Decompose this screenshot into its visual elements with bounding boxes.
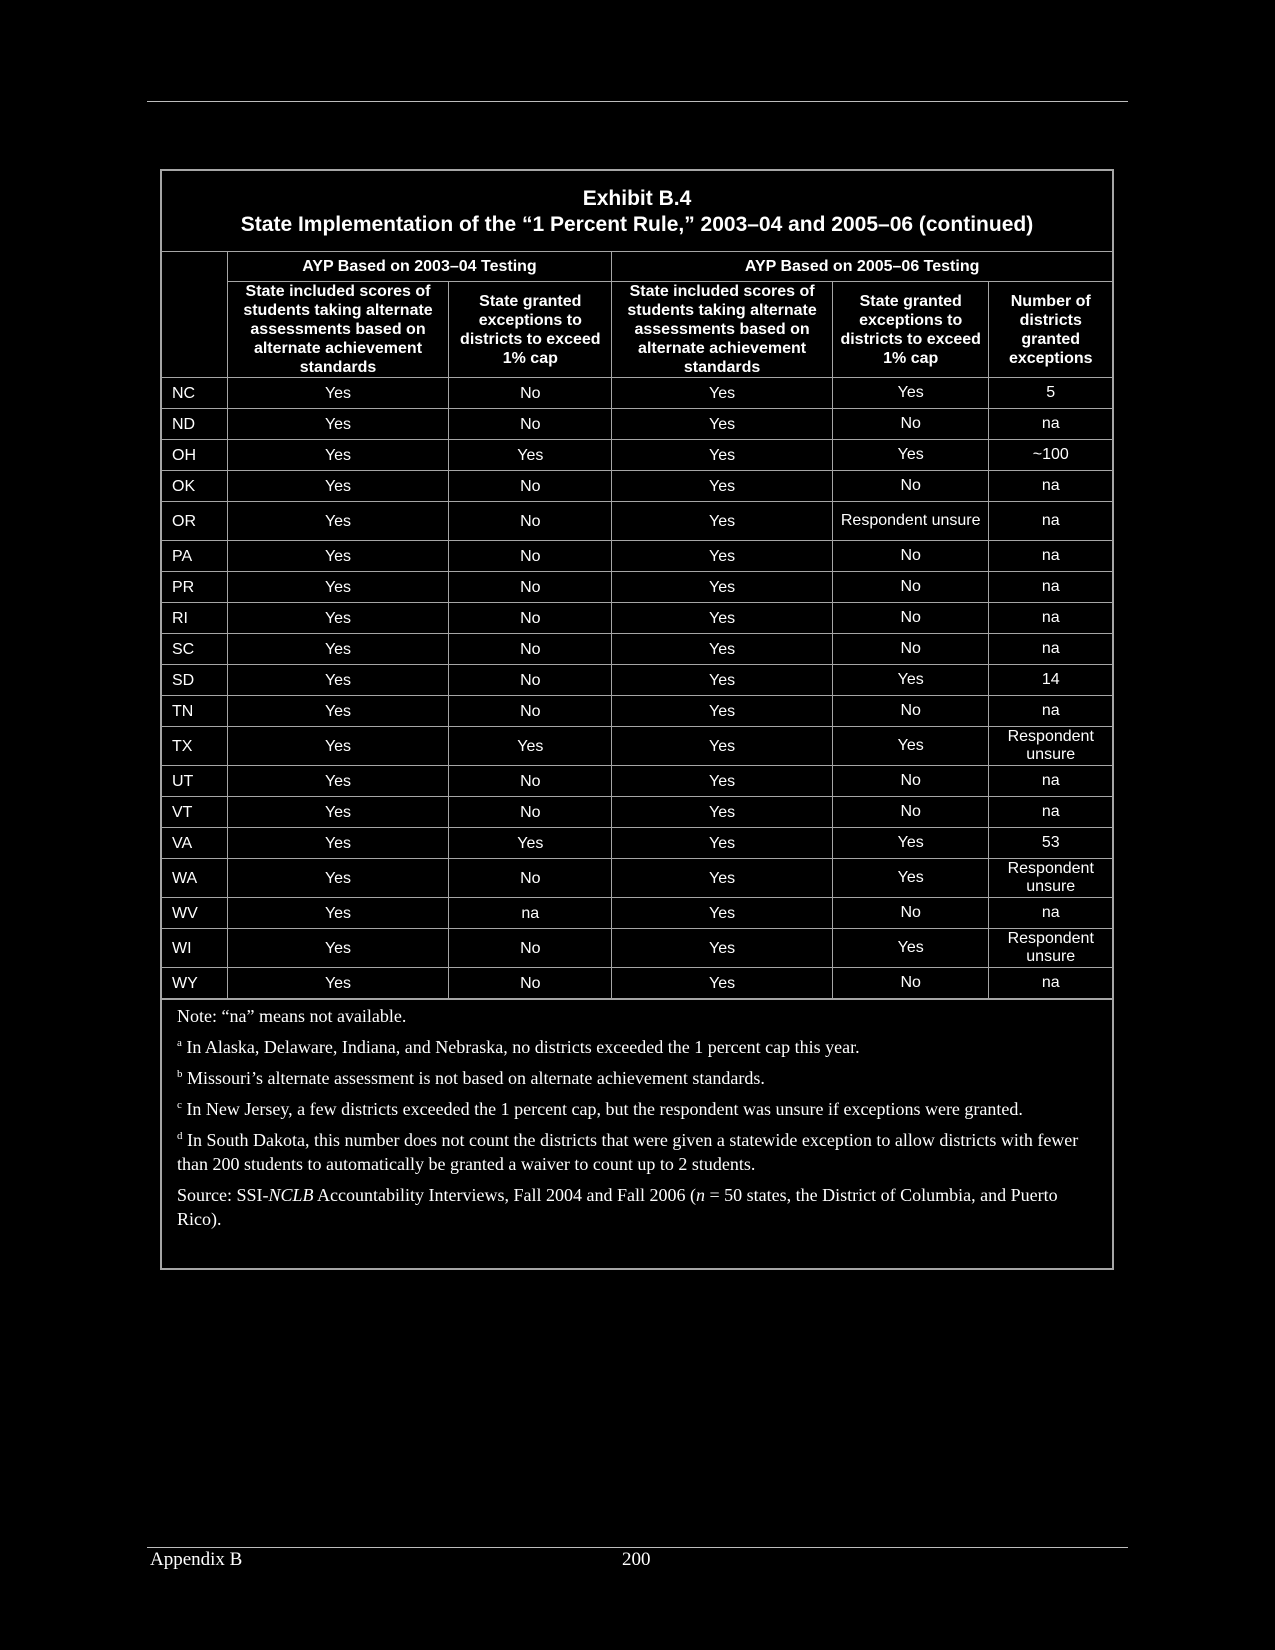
table-row — [162, 968, 1112, 999]
value-cell: na — [989, 968, 1112, 999]
value-cell: No — [832, 409, 989, 440]
exhibit-title-block — [162, 171, 1112, 252]
value-cell: No — [832, 603, 989, 634]
table-row — [162, 634, 1112, 665]
table-row — [162, 727, 1112, 766]
value-cell: na — [989, 634, 1112, 665]
value-cell: Respondent unsure — [832, 502, 989, 541]
value-cell: na — [989, 898, 1112, 929]
state-cell: NC — [162, 378, 227, 409]
value-cell: No — [832, 898, 989, 929]
state-header — [162, 252, 227, 378]
table-row — [162, 572, 1112, 603]
value-cell: Yes — [832, 929, 989, 968]
value-cell: Yes — [612, 929, 833, 968]
column-header: Number of districts granted exceptions — [989, 282, 1112, 378]
column-header: State included scores of students taking alternate assessments based on alternate achievement standards — [612, 282, 833, 378]
value-cell: No — [449, 502, 612, 541]
table-row — [162, 603, 1112, 634]
footnote-mark: b — [177, 1068, 183, 1080]
value-cell: Respondent unsure — [989, 859, 1112, 898]
state-cell: OR — [162, 502, 227, 541]
value-cell: No — [449, 859, 612, 898]
note-na: Note: “na” means not available. — [177, 1006, 407, 1026]
table-row — [162, 409, 1112, 440]
value-cell: Yes — [832, 828, 989, 859]
value-cell: Yes — [449, 440, 612, 471]
value-cell: Yes — [612, 797, 833, 828]
value-cell: Yes — [227, 929, 449, 968]
value-cell: Yes — [612, 696, 833, 727]
value-cell: Respondent unsure — [989, 929, 1112, 968]
value-cell: na — [989, 471, 1112, 502]
state-cell: TN — [162, 696, 227, 727]
table-row — [162, 929, 1112, 968]
value-cell: Yes — [612, 471, 833, 502]
exhibit-title: State Implementation of the “1 Percent Rule,” 2003–04 and 2005–06 (continued) — [240, 213, 1034, 236]
state-cell: WY — [162, 968, 227, 999]
footnote-text: Missouri’s alternate assessment is not based on alternate achievement standards. — [187, 1068, 765, 1088]
column-header: State included scores of students taking alternate assessments based on alternate achievement standards — [227, 282, 449, 378]
value-cell: Yes — [227, 696, 449, 727]
value-cell: Yes — [449, 727, 612, 766]
footnote-d — [177, 1128, 1096, 1176]
value-cell: Yes — [449, 828, 612, 859]
notes-block — [162, 999, 1112, 1231]
state-cell: SC — [162, 634, 227, 665]
value-cell: Yes — [612, 968, 833, 999]
value-cell: No — [449, 634, 612, 665]
source-note: Source: SSI-NCLB Accountability Interviews, Fall 2004 and Fall 2006 (n = 50 states, the District of Columbia, and Puerto Rico). — [177, 1185, 1058, 1229]
footnote-text: In New Jersey, a few districts exceeded the 1 percent cap, but the respondent was unsure if exceptions were granted. — [186, 1099, 1023, 1119]
value-cell: No — [832, 968, 989, 999]
header-rule — [147, 101, 1128, 102]
table-row — [162, 859, 1112, 898]
state-cell: OH — [162, 440, 227, 471]
value-cell: na — [989, 696, 1112, 727]
value-cell: No — [449, 541, 612, 572]
table-row — [162, 828, 1112, 859]
state-cell: VA — [162, 828, 227, 859]
state-cell: SD — [162, 665, 227, 696]
implementation-table — [162, 252, 1112, 999]
column-header-row — [162, 282, 1112, 378]
value-cell: Yes — [612, 502, 833, 541]
footnote-mark: a — [177, 1037, 182, 1049]
value-cell: No — [449, 665, 612, 696]
table-row — [162, 378, 1112, 409]
value-cell: Yes — [227, 572, 449, 603]
exhibit-number: Exhibit B.4 — [582, 187, 692, 210]
value-cell: Yes — [612, 859, 833, 898]
state-cell: PR — [162, 572, 227, 603]
state-cell: WV — [162, 898, 227, 929]
column-header: State granted exceptions to districts to exceed 1% cap — [449, 282, 612, 378]
value-cell: No — [449, 968, 612, 999]
value-cell: Yes — [832, 665, 989, 696]
value-cell: Yes — [612, 727, 833, 766]
value-cell: No — [449, 603, 612, 634]
value-cell: 14 — [989, 665, 1112, 696]
value-cell: 5 — [989, 378, 1112, 409]
table-row — [162, 766, 1112, 797]
value-cell: No — [449, 696, 612, 727]
footnote-b — [177, 1066, 1096, 1090]
value-cell: No — [449, 797, 612, 828]
value-cell: Yes — [832, 859, 989, 898]
value-cell: No — [449, 471, 612, 502]
value-cell: na — [989, 797, 1112, 828]
value-cell: na — [449, 898, 612, 929]
table-body — [162, 378, 1112, 999]
footnote-c — [177, 1097, 1096, 1121]
state-cell: WI — [162, 929, 227, 968]
value-cell: Yes — [612, 665, 833, 696]
state-cell: VT — [162, 797, 227, 828]
table-row — [162, 502, 1112, 541]
value-cell: No — [449, 766, 612, 797]
exhibit-box — [160, 169, 1114, 1270]
table-row — [162, 797, 1112, 828]
value-cell: 53 — [989, 828, 1112, 859]
value-cell: Yes — [612, 898, 833, 929]
value-cell: na — [989, 766, 1112, 797]
value-cell: Yes — [227, 766, 449, 797]
table-row — [162, 471, 1112, 502]
page-number: 200 — [622, 1549, 651, 1570]
value-cell: na — [989, 502, 1112, 541]
value-cell: Yes — [227, 968, 449, 999]
value-cell: Yes — [612, 634, 833, 665]
value-cell: No — [832, 634, 989, 665]
footnote-a — [177, 1035, 1096, 1059]
value-cell: Yes — [612, 603, 833, 634]
value-cell: na — [989, 409, 1112, 440]
table-row — [162, 696, 1112, 727]
table-row — [162, 440, 1112, 471]
group-header-row — [162, 252, 1112, 282]
state-cell: RI — [162, 603, 227, 634]
footnote-text: In Alaska, Delaware, Indiana, and Nebraska, no districts exceeded the 1 percent cap this year. — [186, 1037, 860, 1057]
value-cell: Yes — [612, 828, 833, 859]
value-cell: Yes — [227, 471, 449, 502]
value-cell: No — [449, 409, 612, 440]
footer-rule — [147, 1547, 1128, 1548]
value-cell: No — [449, 378, 612, 409]
footnote-text: In South Dakota, this number does not count the districts that were given a statewide exception to allow districts with fewer than 200 students to automatically be granted a waiver to count up to 2 students. — [177, 1130, 1079, 1174]
value-cell: Yes — [612, 766, 833, 797]
value-cell: Yes — [832, 727, 989, 766]
value-cell: No — [832, 696, 989, 727]
column-header: State granted exceptions to districts to exceed 1% cap — [832, 282, 989, 378]
value-cell: Yes — [227, 502, 449, 541]
value-cell: na — [989, 572, 1112, 603]
value-cell: Yes — [612, 409, 833, 440]
state-cell: TX — [162, 727, 227, 766]
value-cell: Yes — [227, 898, 449, 929]
value-cell: Yes — [227, 603, 449, 634]
table-row — [162, 541, 1112, 572]
table-row — [162, 898, 1112, 929]
value-cell: Yes — [227, 440, 449, 471]
value-cell: No — [832, 572, 989, 603]
value-cell: Yes — [612, 440, 833, 471]
value-cell: No — [449, 929, 612, 968]
value-cell: No — [832, 471, 989, 502]
value-cell: No — [832, 797, 989, 828]
value-cell: Yes — [832, 378, 989, 409]
footer-section: Appendix B — [150, 1549, 243, 1570]
value-cell: Yes — [227, 665, 449, 696]
group-header-2005: AYP Based on 2005–06 Testing — [612, 252, 1112, 282]
footnote-mark: d — [177, 1130, 183, 1142]
value-cell: na — [989, 603, 1112, 634]
value-cell: Yes — [227, 859, 449, 898]
value-cell: ~100 — [989, 440, 1112, 471]
group-header-2003: AYP Based on 2003–04 Testing — [227, 252, 612, 282]
state-cell: WA — [162, 859, 227, 898]
value-cell: No — [832, 766, 989, 797]
value-cell: Yes — [612, 572, 833, 603]
state-cell: UT — [162, 766, 227, 797]
value-cell: Yes — [227, 378, 449, 409]
value-cell: Yes — [832, 440, 989, 471]
value-cell: Yes — [227, 634, 449, 665]
value-cell: Respondent unsure — [989, 727, 1112, 766]
footnote-mark: c — [177, 1099, 182, 1111]
value-cell: Yes — [612, 541, 833, 572]
value-cell: na — [989, 541, 1112, 572]
value-cell: Yes — [227, 828, 449, 859]
value-cell: No — [449, 572, 612, 603]
state-cell: OK — [162, 471, 227, 502]
state-cell: ND — [162, 409, 227, 440]
value-cell: Yes — [227, 541, 449, 572]
value-cell: Yes — [227, 727, 449, 766]
value-cell: Yes — [227, 797, 449, 828]
table-row — [162, 665, 1112, 696]
value-cell: No — [832, 541, 989, 572]
value-cell: Yes — [227, 409, 449, 440]
value-cell: Yes — [612, 378, 833, 409]
state-cell: PA — [162, 541, 227, 572]
